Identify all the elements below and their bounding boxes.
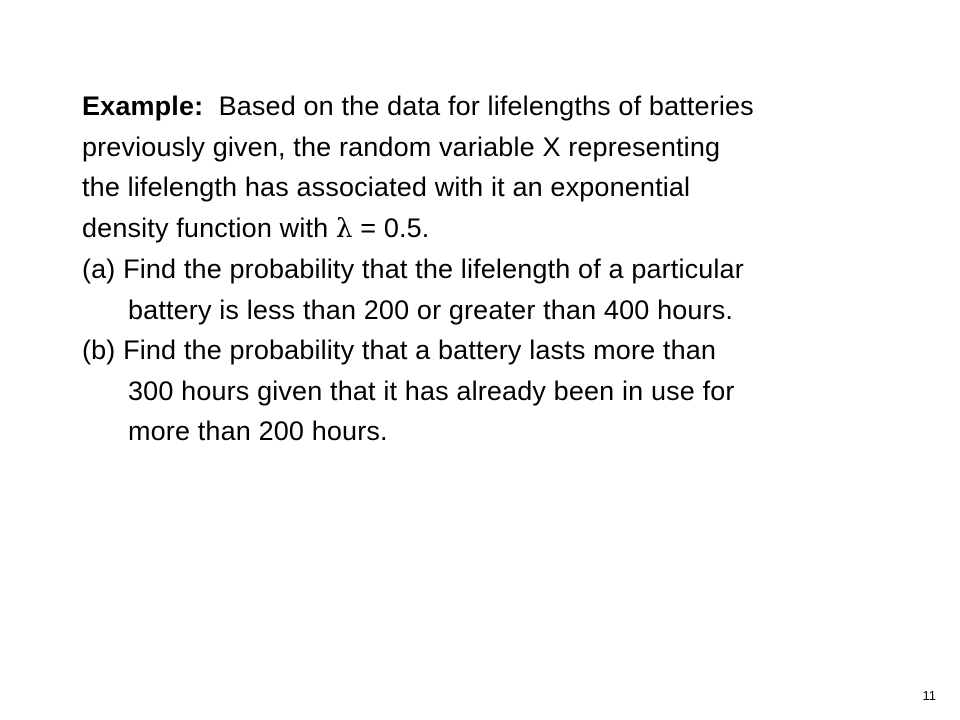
example-line-1	[82, 86, 882, 127]
example-line-2: previously given, the random variable X representing	[82, 131, 721, 162]
part-b-line-1: (b) Find the probability that a battery lasts more than	[82, 335, 717, 365]
lambda-value: = 0.5.	[360, 212, 430, 243]
lambda-symbol: λ	[335, 213, 353, 244]
slide-text-block	[82, 86, 882, 452]
example-line-1-text: Based on the data for lifelengths of batteries	[218, 91, 754, 121]
example-line-4-text: density function with	[82, 212, 329, 243]
part-a-line-2: battery is less than 200 or greater than 400 hours.	[128, 294, 734, 325]
example-label: Example:	[82, 91, 204, 121]
part-a-line-1: (a) Find the probability that the lifelength of a particular	[82, 254, 744, 284]
part-b-line-3: more than 200 hours.	[128, 416, 388, 446]
example-line-4	[82, 208, 882, 250]
example-line-3: the lifelength has associated with it an exponential	[82, 172, 691, 202]
page-number: 11	[922, 688, 936, 703]
part-b-line-2: 300 hours given that it has already been in use for	[128, 375, 735, 406]
